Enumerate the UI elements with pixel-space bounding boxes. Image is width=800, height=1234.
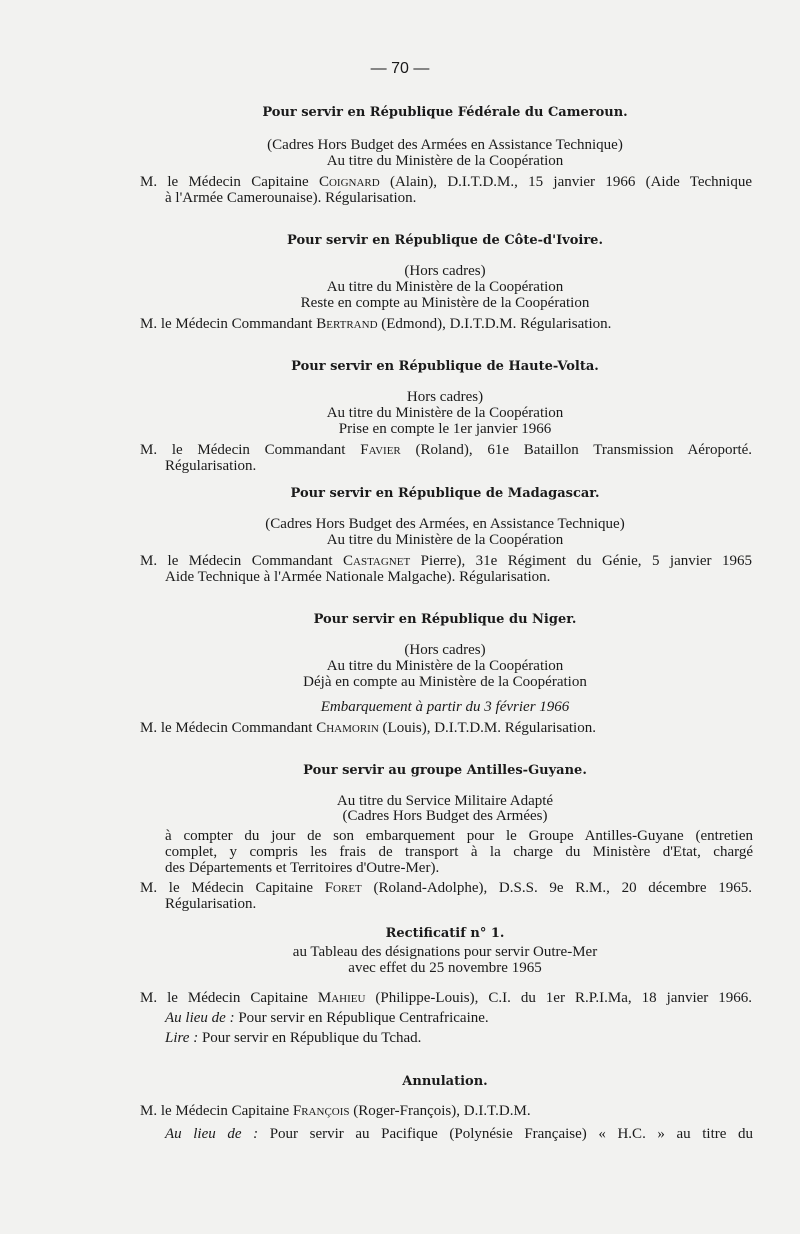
section-subtitle: Au titre du Ministère de la Coopération	[326, 658, 564, 674]
entry-line: à l'Armée Camerounaise). Régularisation.	[165, 190, 417, 206]
section-subtitle: Au titre du Ministère de la Coopération	[326, 532, 564, 548]
section-title-antilles-guyane: Pour servir au groupe Antilles-Guyane.	[303, 763, 587, 778]
page-number: — 70 —	[370, 60, 430, 77]
section-subtitle: Au titre du Ministère de la Coopération	[326, 153, 564, 169]
entry-line: M. le Médecin Capitaine Mahieu (Philippe-Louis), C.I. du 1er R.P.I.Ma, 18 janvier 1966.	[140, 990, 753, 1006]
section-subtitle: (Cadres Hors Budget des Armées en Assistance Technique)	[267, 137, 623, 153]
section-title-haute-volta: Pour servir en République de Haute-Volta.	[291, 359, 599, 374]
section-subtitle: au Tableau des désignations pour servir Outre-Mer	[292, 944, 598, 960]
section-subtitle: Déjà en compte au Ministère de la Coopération	[303, 674, 587, 690]
section-subtitle: (Hors cadres)	[404, 642, 486, 658]
section-subtitle: Reste en compte au Ministère de la Coopération	[300, 295, 590, 311]
correction-line: Lire : Pour servir en République du Tchad.	[165, 1030, 422, 1046]
entry-line: M. le Médecin Capitaine Foret (Roland-Adolphe), D.S.S. 9e R.M., 20 décembre 1965.	[140, 880, 753, 896]
entry-line: Aide Technique à l'Armée Nationale Malgache). Régularisation.	[165, 569, 551, 585]
section-subtitle: Au titre du Ministère de la Coopération	[326, 279, 564, 295]
correction-line: Au lieu de : Pour servir en République Centrafricaine.	[165, 1010, 489, 1026]
entry-line: M. le Médecin Capitaine Coignard (Alain), D.I.T.D.M., 15 janvier 1966 (Aide Technique	[140, 174, 753, 190]
section-subtitle: Prise en compte le 1er janvier 1966	[338, 421, 552, 437]
section-subtitle: (Hors cadres)	[404, 263, 486, 279]
entry-line: Régularisation.	[165, 458, 257, 474]
entry-line: M. le Médecin Capitaine François (Roger-François), D.I.T.D.M.	[140, 1103, 531, 1119]
entry-line: Régularisation.	[165, 896, 257, 912]
paragraph-line: à compter du jour de son embarquement pour le Groupe Antilles-Guyane (entretien	[165, 828, 753, 844]
section-subtitle: Hors cadres)	[406, 389, 484, 405]
section-subtitle: avec effet du 25 novembre 1965	[348, 960, 542, 976]
section-title-cote-ivoire: Pour servir en République de Côte-d'Ivoire.	[287, 233, 603, 248]
section-title-rectificatif: Rectificatif n° 1.	[385, 926, 505, 941]
entry-line: M. le Médecin Commandant Chamorin (Louis), D.I.T.D.M. Régularisation.	[140, 720, 596, 736]
section-subtitle: Au titre du Service Militaire Adapté	[336, 793, 554, 809]
section-title-annulation: Annulation.	[402, 1074, 488, 1089]
section-subtitle: Au titre du Ministère de la Coopération	[326, 405, 564, 421]
section-title-madagascar: Pour servir en République de Madagascar.	[290, 486, 600, 501]
entry-line: M. le Médecin Commandant Bertrand (Edmond), D.I.T.D.M. Régularisation.	[140, 316, 612, 332]
paragraph-line: complet, y compris les frais de transport à la charge du Ministère d'Etat, chargé	[165, 844, 753, 860]
section-subtitle: (Cadres Hors Budget des Armées, en Assistance Technique)	[265, 516, 625, 532]
section-subtitle: (Cadres Hors Budget des Armées)	[342, 808, 548, 824]
embarkation-note: Embarquement à partir du 3 février 1966	[320, 699, 570, 715]
entry-line: M. le Médecin Commandant Castagnet Pierre), 31e Régiment du Génie, 5 janvier 1965	[140, 553, 753, 569]
correction-line: Au lieu de : Pour servir au Pacifique (Polynésie Française) « H.C. » au titre du	[165, 1126, 754, 1142]
section-title-niger: Pour servir en République du Niger.	[313, 612, 577, 627]
paragraph-line: des Départements et Territoires d'Outre-Mer).	[165, 860, 440, 876]
section-title-cameroun: Pour servir en République Fédérale du Cameroun.	[262, 105, 628, 120]
entry-line: M. le Médecin Commandant Favier (Roland), 61e Bataillon Transmission Aéroporté.	[140, 442, 753, 458]
